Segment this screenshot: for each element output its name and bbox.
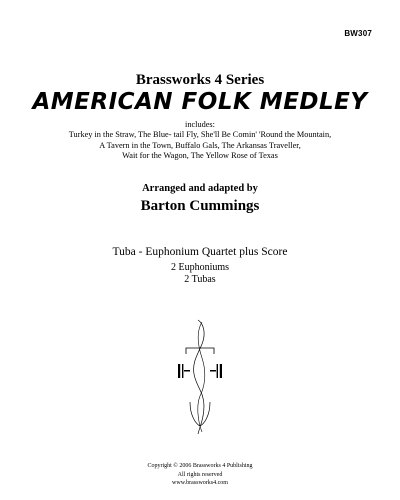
rights-line: All rights reserved (177, 471, 223, 478)
part-item: 2 Tubas (184, 274, 216, 285)
includes-label: includes: (185, 120, 215, 129)
arranger-name: Barton Cummings (140, 198, 260, 214)
arranged-by-label: Arranged and adapted by (142, 183, 258, 194)
website-line: www.brassworks4.com (172, 480, 228, 486)
includes-block (0, 120, 400, 162)
includes-line: Wait for the Wagon, The Yellow Rose of Texas (122, 151, 278, 161)
includes-line: Turkey in the Straw, The Blue- tail Fly, She'll Be Comin' 'Round the Mountain, (68, 130, 332, 140)
copyright-block (0, 462, 400, 488)
catalog-number: BW307 (344, 29, 372, 38)
includes-line: A Tavern in the Town, Buffalo Gals, The Arkansas Traveller, (99, 140, 301, 150)
part-item: 2 Euphoniums (170, 262, 230, 273)
brassworks-logo (176, 318, 224, 436)
piece-title: AMERICAN FOLK MEDLEY (32, 89, 368, 115)
copyright-line: Copyright © 2006 Brassworks 4 Publishing (147, 463, 253, 469)
parts-list (0, 262, 400, 286)
instrumentation: Tuba - Euphonium Quartet plus Score (112, 246, 288, 258)
series-title: Brassworks 4 Series (135, 72, 265, 88)
